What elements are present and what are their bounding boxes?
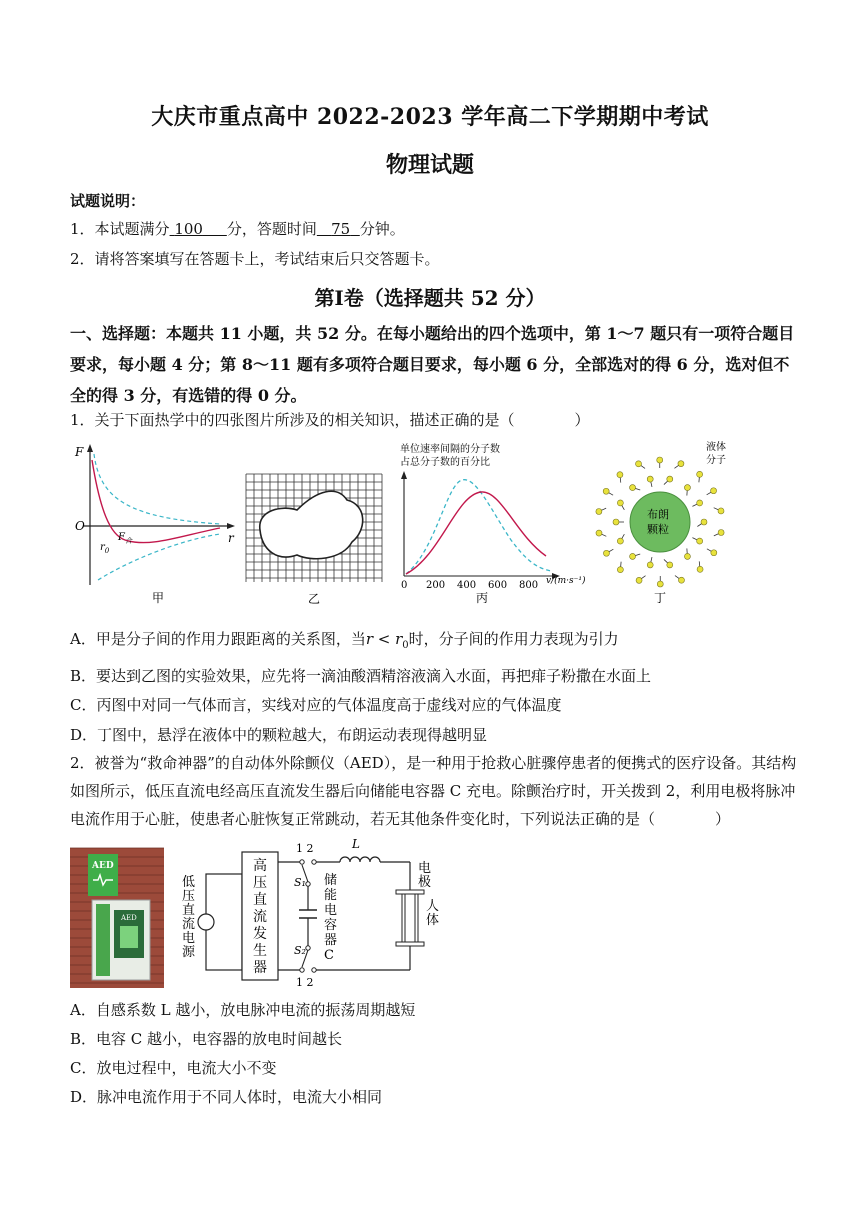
- bing-ylabel-1: 单位速率间隔的分子数: [400, 444, 500, 455]
- q1-option-a-post: 时，分子间的作用力表现为引力: [408, 630, 619, 648]
- figure-jia-caption: 甲: [152, 591, 165, 605]
- jia-f-label: F: [75, 445, 84, 459]
- liquid-molecule: [678, 577, 684, 583]
- liquid-molecule: [697, 566, 703, 572]
- s1-positions: 1 2: [296, 842, 314, 855]
- s2-label: S₂: [294, 944, 306, 957]
- vertical-label-char: 电: [324, 903, 338, 918]
- section-title: 第Ⅰ卷（选择题共 52 分）: [314, 286, 546, 310]
- jia-x-arrow: [227, 523, 235, 529]
- dc-source-label: [182, 875, 196, 960]
- liquid-molecule: [678, 461, 684, 467]
- electrode-bottom: [396, 942, 424, 946]
- q1-option-a-pre: A．甲是分子间的作用力跟距离的关系图，当: [70, 630, 366, 648]
- exam-title: 大庆市重点高中 2022-2023 学年高二下学期期中考试: [151, 104, 709, 130]
- vertical-label-char: 压: [253, 875, 267, 891]
- liquid-molecule: [718, 529, 724, 535]
- jia-r0-sub: 0: [104, 547, 110, 555]
- notes-line-1-post: 分钟。: [359, 220, 405, 238]
- ding-particle-label-1: 布朗: [647, 508, 669, 521]
- bing-x-tick-label: 600: [488, 580, 508, 591]
- body-symbol-right: [415, 894, 418, 942]
- bing-x-tick-label: 800: [519, 580, 539, 591]
- liquid-molecule: [718, 508, 724, 514]
- exam-time-value: [317, 220, 360, 238]
- vertical-label-char: 流: [253, 909, 267, 925]
- figure-ding: [588, 438, 738, 610]
- liquid-molecule: [636, 461, 642, 467]
- bing-solid-curve: [406, 492, 546, 574]
- notes-heading: 试题说明：: [70, 192, 146, 210]
- jia-repulsive-curve: [94, 454, 220, 524]
- liquid-molecule: [630, 485, 636, 491]
- liquid-molecule: [647, 476, 653, 482]
- vertical-label-char: C: [324, 948, 334, 963]
- full-score-value: [170, 220, 227, 238]
- inductor-coil: [340, 857, 380, 862]
- bing-x-tick-label: 200: [426, 580, 446, 591]
- liquid-molecule: [684, 485, 690, 491]
- dc-source-symbol: [198, 914, 214, 930]
- aed-cabinet-stripe: [96, 904, 110, 976]
- vertical-label-char: 器: [324, 933, 338, 948]
- jia-fhe-label: [117, 532, 133, 545]
- liquid-molecule: [617, 538, 623, 544]
- liquid-molecule: [636, 577, 642, 583]
- aed-circuit-diagram: [178, 822, 448, 988]
- s1-contact-1: [300, 860, 304, 864]
- vertical-label-char: 压: [182, 889, 196, 904]
- s2-positions: 1 2: [296, 976, 314, 989]
- liquid-molecule: [657, 457, 663, 463]
- liquid-molecule: [667, 476, 673, 482]
- notes-line-1-mid: 分，答题时间: [226, 220, 317, 238]
- ding-particle-label-2: 颗粒: [647, 523, 669, 536]
- liquid-molecule: [684, 553, 690, 559]
- figure-bing: [396, 440, 586, 610]
- s2-pivot: [306, 946, 310, 950]
- ding-liquid-label-2: 分子: [706, 455, 726, 466]
- jia-fhe-sub: 合: [124, 537, 132, 545]
- vertical-label-char: 生: [253, 943, 267, 959]
- notes-line-2: 2．请将答案填写在答题卡上，考试结束后只交答题卡。: [70, 250, 440, 268]
- vertical-label-char: 流: [182, 917, 196, 932]
- q1-option-a: [70, 628, 619, 651]
- vertical-label-char: 低: [182, 875, 196, 890]
- s2-contact-1: [300, 968, 304, 972]
- jia-net-force-curve: [92, 460, 220, 543]
- vertical-label-char: 发: [253, 926, 267, 942]
- aed-device-label: AED: [121, 914, 137, 922]
- jia-origin-label: O: [75, 519, 85, 533]
- figure-yi: [242, 470, 388, 610]
- electrode-label: [418, 860, 431, 890]
- s1-contact-2: [312, 860, 316, 864]
- liquid-molecule: [603, 488, 609, 494]
- s1-pivot: [306, 882, 310, 886]
- figure-ding-caption: 丁: [654, 591, 667, 605]
- liquid-molecule: [697, 471, 703, 477]
- vertical-label-char: 电: [418, 861, 432, 876]
- q1-option-c: C．丙图中对同一气体而言，实线对应的气体温度高于虚线对应的气体温度: [70, 696, 562, 714]
- liquid-molecule: [617, 500, 623, 506]
- liquid-molecule: [711, 550, 717, 556]
- bing-x-tick-label: 400: [457, 580, 477, 591]
- s2-contact-2: [312, 968, 316, 972]
- bing-dashed-curve: [406, 480, 551, 574]
- question-1-stem: 1．关于下面热学中的四张图片所涉及的相关知识，描述正确的是（ ）: [70, 411, 590, 429]
- bing-ylabel-2: 占总分子数的百分比: [400, 457, 490, 468]
- vertical-label-char: 极: [418, 875, 432, 890]
- vertical-label-char: 直: [182, 903, 196, 918]
- capacitor-label: [324, 872, 337, 963]
- notes-line-1-pre: 1．本试题满分: [70, 220, 170, 238]
- inductor-label: L: [352, 837, 360, 851]
- liquid-molecule: [711, 488, 717, 494]
- jia-r-label: r: [228, 531, 234, 545]
- q1-option-d: D．丁图中，悬浮在液体中的颗粒越大，布朗运动表现得越明显: [70, 726, 488, 744]
- liquid-molecule: [701, 519, 707, 525]
- q2-option-c: C．放电过程中，电流大小不变: [70, 1059, 277, 1077]
- electrode-top: [396, 890, 424, 894]
- hv-generator-label: [253, 857, 267, 976]
- vertical-label-char: 容: [324, 918, 338, 933]
- q2-option-a: A．自感系数 L 越小，放电脉冲电流的振荡周期越短: [70, 1001, 416, 1019]
- full-score-text: 100: [174, 220, 203, 238]
- vertical-label-char: 直: [253, 892, 267, 908]
- s1-label: S₁: [294, 876, 306, 889]
- vertical-label-char: 器: [253, 960, 267, 976]
- bing-x-unit: v/(m·s⁻¹): [546, 576, 586, 586]
- jia-fhe-main: F: [118, 532, 125, 543]
- liquid-molecule: [596, 509, 602, 515]
- liquid-molecule: [617, 567, 623, 573]
- bing-y-arrow: [401, 471, 407, 479]
- q1-option-b: B．要达到乙图的实验效果，应先将一滴油酸酒精溶液滴入水面，再把痱子粉撒在水面上: [70, 667, 652, 685]
- vertical-label-char: 源: [182, 945, 196, 960]
- aed-device-screen: [120, 926, 138, 948]
- q2-option-d: D．脉冲电流作用于不同人体时，电流大小相同: [70, 1088, 383, 1106]
- bing-x-tick-label: 0: [401, 580, 408, 591]
- body-symbol-left: [402, 894, 405, 942]
- liquid-molecule: [630, 553, 636, 559]
- vertical-label-char: 体: [426, 913, 440, 928]
- q2-option-b: B．电容 C 越小，电容器的放电时间越长: [70, 1030, 343, 1048]
- q1-option-a-sub: 0: [402, 640, 409, 651]
- liquid-molecule: [596, 530, 602, 536]
- exam-subject: 物理试题: [385, 152, 474, 178]
- jia-r0-label: [100, 542, 110, 555]
- question-2-stem: 2．被誉为“救命神器”的自动体外除颤仪（AED），是一种用于抢救心脏骤停患者的便携式的医疗设备。其结构如图所示，低压直流电经高压直流发生器后向储能电容器 C 充电。除颤治疗时，开关拨到 2，利用电极将脉冲电流作用于心脏，使患者心脏恢复正常跳动，若无其他条件变化时，下列说法正确的是（ ）: [70, 754, 797, 828]
- vertical-label-char: 电: [182, 931, 196, 946]
- vertical-label-char: 人: [426, 899, 440, 914]
- jia-y-arrow: [87, 444, 93, 452]
- figure-jia: [70, 440, 240, 610]
- figure-bing-caption: 丙: [476, 591, 489, 605]
- bing-x-ticks: [401, 580, 538, 591]
- ding-brownian-particle: [630, 492, 690, 552]
- q1-option-a-math: r < r: [365, 630, 403, 648]
- human-body-label: [426, 899, 439, 928]
- vertical-label-char: 高: [253, 858, 267, 874]
- yi-oil-film: [260, 491, 363, 558]
- liquid-molecule: [647, 562, 653, 568]
- liquid-molecule: [657, 581, 663, 587]
- aed-sign-label: AED: [92, 861, 114, 871]
- liquid-molecule: [613, 519, 619, 525]
- liquid-molecule: [667, 562, 673, 568]
- vertical-label-char: 储: [324, 873, 338, 888]
- vertical-label-char: 能: [324, 888, 338, 903]
- aed-photo: [70, 848, 164, 988]
- liquid-molecule: [617, 472, 623, 478]
- exam-time-text: 75: [331, 220, 351, 238]
- figure-yi-caption: 乙: [308, 592, 321, 606]
- liquid-molecule: [603, 550, 609, 556]
- liquid-molecule: [697, 500, 703, 506]
- liquid-molecule: [697, 538, 703, 544]
- section-instructions: 一、选择题：本题共 11 小题，共 52 分。在每小题给出的四个选项中，第 1～7 题只有一项符合题目要求，每小题 4 分；第 8～11 题有多项符合题目要求，每小题 6 分，全部选对的得 6 分，选对但不全的得 3 分，有选错的得 0 分。: [70, 324, 795, 405]
- notes-line-1: [70, 218, 405, 239]
- jia-r0-main: r: [100, 542, 105, 553]
- ding-liquid-label-1: 液体: [706, 442, 726, 453]
